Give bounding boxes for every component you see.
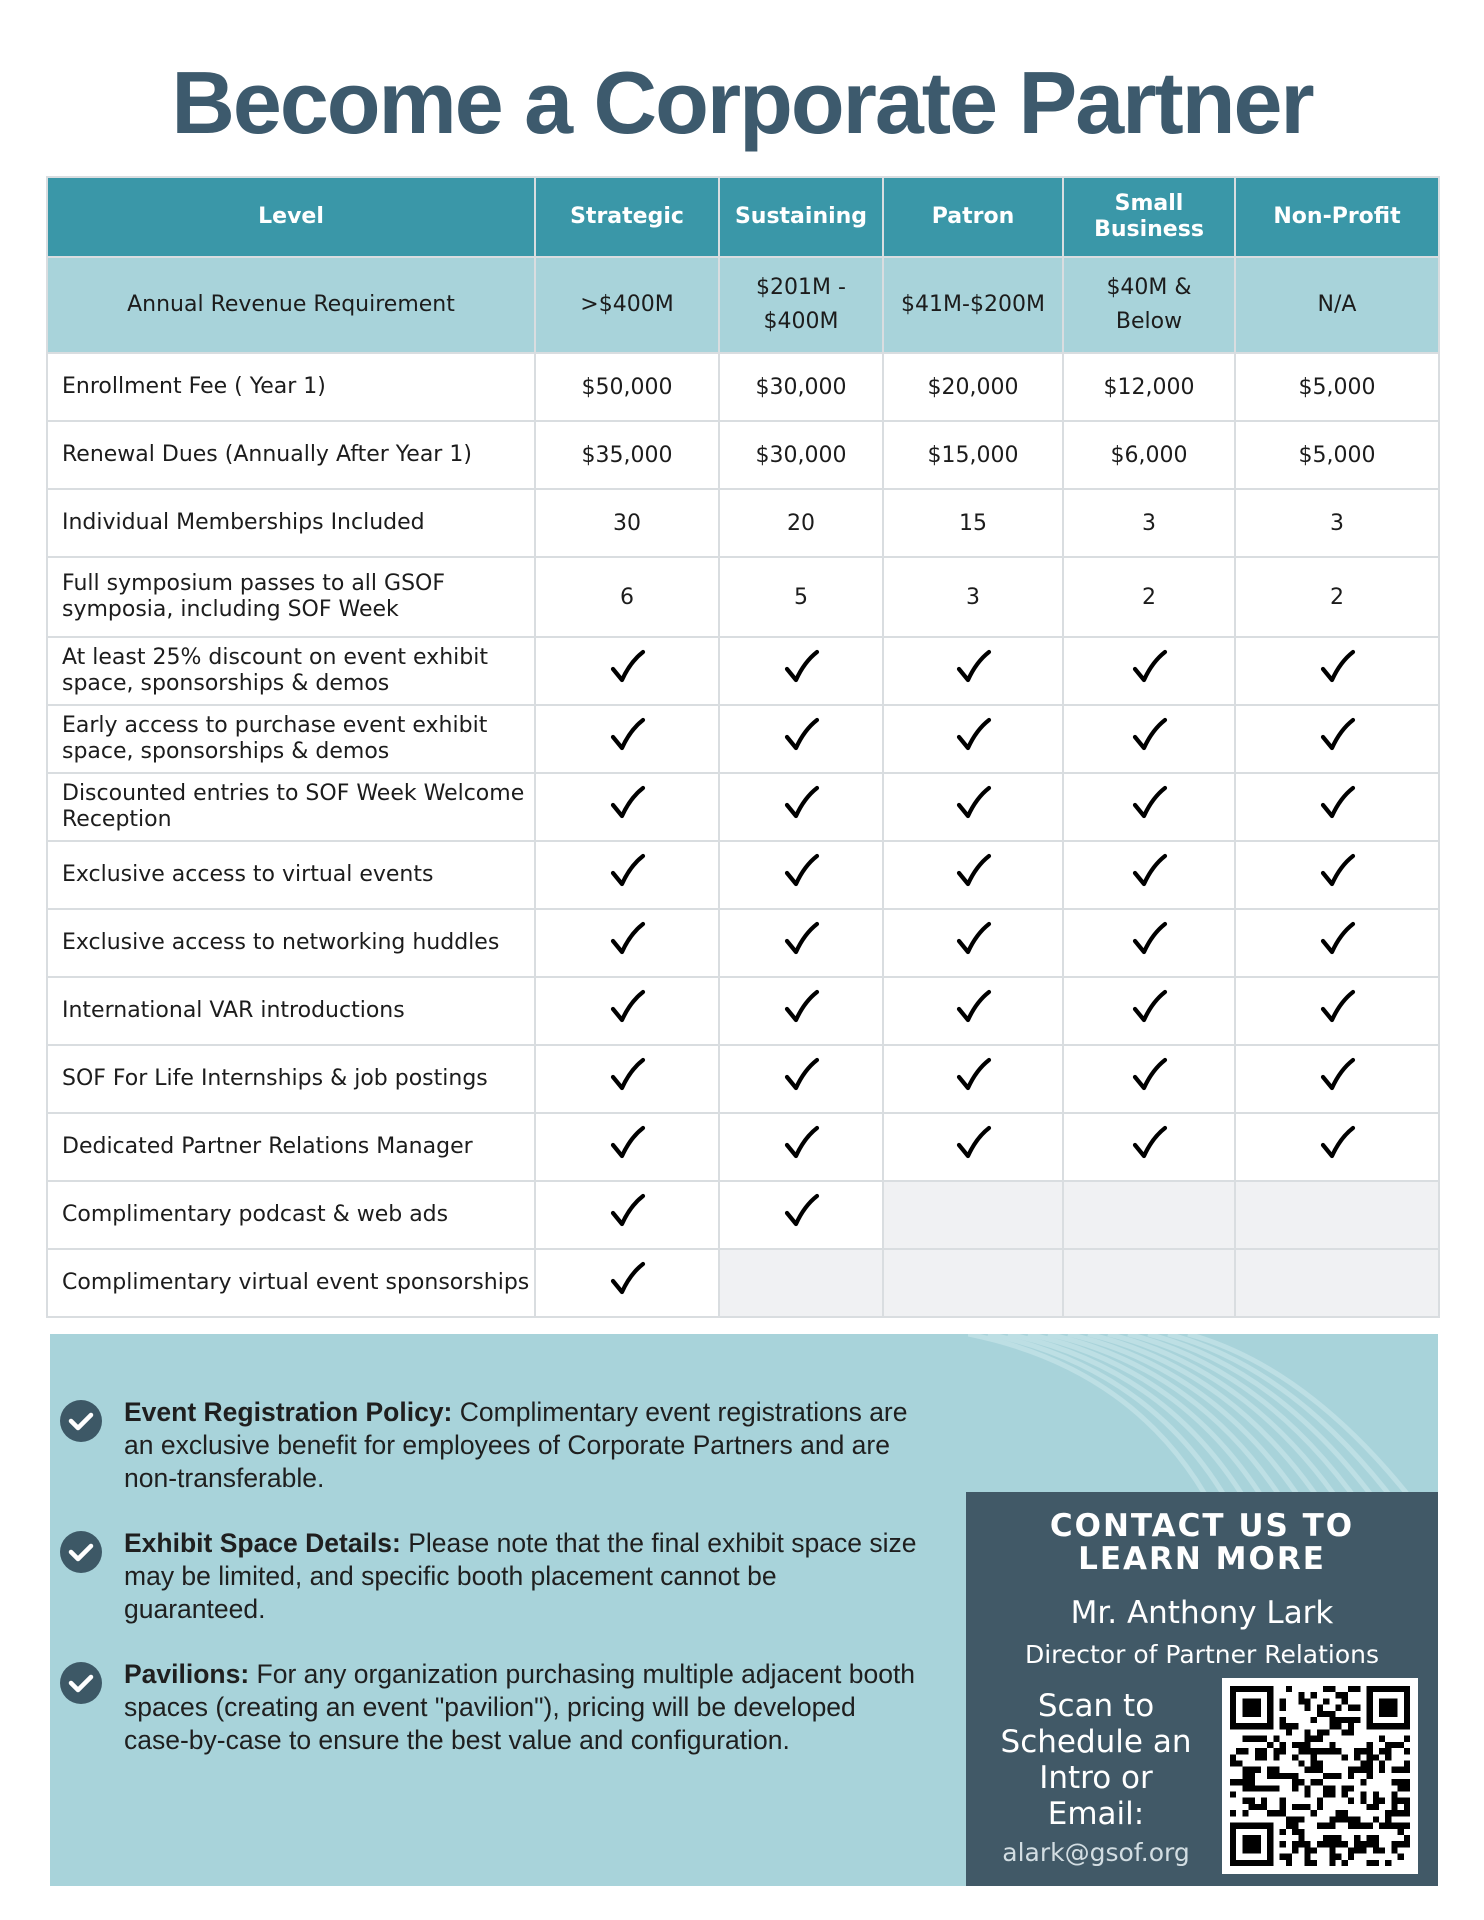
checkmark-icon xyxy=(607,989,647,1027)
table-cell xyxy=(535,841,719,909)
checkmark-icon xyxy=(781,1193,821,1231)
checkmark-icon xyxy=(953,853,993,891)
table-cell xyxy=(1063,705,1235,773)
check-circle-icon xyxy=(60,1662,102,1704)
table-cell-empty xyxy=(883,1181,1063,1249)
column-header: Non-Profit xyxy=(1235,177,1439,257)
contact-email-link[interactable]: alark@gsof.org xyxy=(1002,1838,1190,1867)
policy-text xyxy=(124,1396,924,1495)
table-cell: N/A xyxy=(1235,257,1439,353)
row-label: International VAR introductions xyxy=(47,977,535,1045)
checkmark-icon xyxy=(607,1057,647,1095)
row-label: Complimentary virtual event sponsorships xyxy=(47,1249,535,1317)
table-cell xyxy=(883,977,1063,1045)
column-header: Patron xyxy=(883,177,1063,257)
table-cell xyxy=(719,977,883,1045)
scan-line: Scan to xyxy=(1037,1688,1155,1724)
table-cell xyxy=(535,977,719,1045)
contact-role: Director of Partner Relations xyxy=(1024,1640,1380,1669)
table-cell: $5,000 xyxy=(1235,353,1439,421)
table-row xyxy=(47,1181,1439,1249)
table-cell-empty xyxy=(1063,1249,1235,1317)
check-circle-icon xyxy=(60,1400,102,1442)
table-cell: >$400M xyxy=(535,257,719,353)
table-cell xyxy=(535,909,719,977)
checkmark-icon xyxy=(953,921,993,959)
checkmark-icon xyxy=(1129,649,1169,687)
table-cell xyxy=(719,1181,883,1249)
column-header: Strategic xyxy=(535,177,719,257)
table-cell: 20 xyxy=(719,489,883,557)
table-cell xyxy=(1235,841,1439,909)
checkmark-icon xyxy=(607,649,647,687)
row-label: Early access to purchase event exhibit space, sponsorships & demos xyxy=(47,705,535,773)
checkmark-icon xyxy=(781,1057,821,1095)
table-row xyxy=(47,1045,1439,1113)
table-cell xyxy=(719,909,883,977)
checkmark-icon xyxy=(1317,1057,1357,1095)
table-cell: $30,000 xyxy=(719,353,883,421)
table-cell xyxy=(535,1181,719,1249)
checkmark-icon xyxy=(1317,717,1357,755)
table-cell xyxy=(1235,637,1439,705)
checkmark-icon xyxy=(1129,1057,1169,1095)
table-cell: 2 xyxy=(1063,557,1235,637)
table-row xyxy=(47,1249,1439,1317)
row-label: Exclusive access to virtual events xyxy=(47,841,535,909)
table-cell xyxy=(535,637,719,705)
table-cell: $40M & Below xyxy=(1063,257,1235,353)
table-cell xyxy=(535,1045,719,1113)
checkmark-icon xyxy=(1317,1125,1357,1163)
checkmark-icon xyxy=(781,649,821,687)
table-cell: $5,000 xyxy=(1235,421,1439,489)
checkmark-icon xyxy=(1317,989,1357,1027)
table-row xyxy=(47,353,1439,421)
contact-name: Mr. Anthony Lark xyxy=(1070,1595,1334,1631)
checkmark-icon xyxy=(1129,853,1169,891)
checkmark-icon xyxy=(607,785,647,823)
checkmark-icon xyxy=(1317,921,1357,959)
table-cell-empty xyxy=(1235,1181,1439,1249)
table-cell xyxy=(1063,773,1235,841)
checkmark-icon xyxy=(781,717,821,755)
table-cell xyxy=(1063,841,1235,909)
checkmark-icon xyxy=(1317,785,1357,823)
row-label: Annual Revenue Requirement xyxy=(47,257,535,353)
table-cell: $201M - $400M xyxy=(719,257,883,353)
table-cell xyxy=(1063,1113,1235,1181)
policy-title: Event Registration Policy: xyxy=(124,1397,453,1427)
row-label: Enrollment Fee ( Year 1) xyxy=(47,353,535,421)
column-header: Level xyxy=(47,177,535,257)
table-cell xyxy=(719,773,883,841)
table-cell: $41M-$200M xyxy=(883,257,1063,353)
policy-body: Please note that the final exhibit space size may be limited, and specific booth placement cannot be guaranteed. xyxy=(124,1528,917,1624)
table-row xyxy=(47,841,1439,909)
checkmark-icon xyxy=(607,1125,647,1163)
checkmark-icon xyxy=(1317,649,1357,687)
checkmark-icon xyxy=(781,853,821,891)
policy-title: Exhibit Space Details: xyxy=(124,1528,401,1558)
table-cell-empty xyxy=(1235,1249,1439,1317)
row-label: Individual Memberships Included xyxy=(47,489,535,557)
table-row xyxy=(47,977,1439,1045)
checkmark-icon xyxy=(953,785,993,823)
partnership-levels-table xyxy=(46,176,1440,1318)
checkmark-icon xyxy=(781,1125,821,1163)
table-cell: 3 xyxy=(1063,489,1235,557)
table-cell xyxy=(1063,909,1235,977)
table-cell: 6 xyxy=(535,557,719,637)
table-row xyxy=(47,257,1439,353)
table-row xyxy=(47,557,1439,637)
table-row xyxy=(47,489,1439,557)
table-cell xyxy=(1063,1045,1235,1113)
column-header: Small Business xyxy=(1063,177,1235,257)
table-cell xyxy=(1235,1113,1439,1181)
table-cell xyxy=(535,705,719,773)
checkmark-icon xyxy=(607,853,647,891)
checkmark-icon xyxy=(1129,785,1169,823)
table-cell: 30 xyxy=(535,489,719,557)
table-cell xyxy=(1235,705,1439,773)
table-row xyxy=(47,705,1439,773)
scan-line: Intro or xyxy=(1039,1760,1153,1796)
table-cell xyxy=(883,705,1063,773)
checkmark-icon xyxy=(1129,989,1169,1027)
qr-code[interactable] xyxy=(1222,1678,1418,1874)
table-cell xyxy=(1235,909,1439,977)
table-cell: $15,000 xyxy=(883,421,1063,489)
table-cell xyxy=(883,841,1063,909)
contact-box xyxy=(966,1492,1438,1886)
row-label: At least 25% discount on event exhibit space, sponsorships & demos xyxy=(47,637,535,705)
policy-body: For any organization purchasing multiple adjacent booth spaces (creating an event "pavilion"), pricing will be developed case-by-case to ensure the best value and configuration. xyxy=(124,1659,916,1755)
contact-heading xyxy=(966,1510,1438,1576)
checkmark-icon xyxy=(607,1193,647,1231)
checkmark-icon xyxy=(1317,853,1357,891)
table-cell: 2 xyxy=(1235,557,1439,637)
checkmark-icon xyxy=(607,921,647,959)
row-label: Full symposium passes to all GSOF symposia, including SOF Week xyxy=(47,557,535,637)
scan-line: Email: xyxy=(1047,1796,1145,1832)
table-cell xyxy=(883,773,1063,841)
checkmark-icon xyxy=(1129,921,1169,959)
table-cell xyxy=(719,1113,883,1181)
table-cell xyxy=(535,773,719,841)
table-row xyxy=(47,909,1439,977)
table-cell xyxy=(1063,637,1235,705)
checkmark-icon xyxy=(607,1261,647,1299)
contact-heading-line: LEARN MORE xyxy=(1078,1541,1326,1577)
table-cell-empty xyxy=(1063,1181,1235,1249)
checkmark-icon xyxy=(1129,717,1169,755)
table-cell: $12,000 xyxy=(1063,353,1235,421)
checkmark-icon xyxy=(781,921,821,959)
table-header-row xyxy=(47,177,1439,257)
table-row xyxy=(47,637,1439,705)
policy-text xyxy=(124,1658,924,1757)
checkmark-icon xyxy=(953,649,993,687)
table-row xyxy=(47,1113,1439,1181)
checkmark-icon xyxy=(781,989,821,1027)
table-cell: 5 xyxy=(719,557,883,637)
table-cell xyxy=(883,637,1063,705)
policy-title: Pavilions: xyxy=(124,1659,250,1689)
scan-instructions xyxy=(966,1688,1226,1832)
column-header: Sustaining xyxy=(719,177,883,257)
checkmark-icon xyxy=(607,717,647,755)
table-cell: 15 xyxy=(883,489,1063,557)
row-label: Exclusive access to networking huddles xyxy=(47,909,535,977)
table-cell: $20,000 xyxy=(883,353,1063,421)
checkmark-icon xyxy=(953,989,993,1027)
table-cell xyxy=(535,1113,719,1181)
row-label: Complimentary podcast & web ads xyxy=(47,1181,535,1249)
table-cell: 3 xyxy=(1235,489,1439,557)
table-row xyxy=(47,773,1439,841)
checkmark-icon xyxy=(1129,1125,1169,1163)
row-label: Dedicated Partner Relations Manager xyxy=(47,1113,535,1181)
table-cell xyxy=(1235,977,1439,1045)
row-label: SOF For Life Internships & job postings xyxy=(47,1045,535,1113)
table-cell xyxy=(719,1045,883,1113)
table-cell-empty xyxy=(883,1249,1063,1317)
table-cell: $50,000 xyxy=(535,353,719,421)
table-cell xyxy=(1063,977,1235,1045)
contact-heading-line: CONTACT US TO xyxy=(1049,1508,1355,1544)
table-cell-empty xyxy=(719,1249,883,1317)
scan-line: Schedule an xyxy=(1000,1724,1192,1760)
row-label: Discounted entries to SOF Week Welcome Reception xyxy=(47,773,535,841)
row-label: Renewal Dues (Annually After Year 1) xyxy=(47,421,535,489)
policy-text xyxy=(124,1527,924,1626)
table-cell: $35,000 xyxy=(535,421,719,489)
table-cell: $6,000 xyxy=(1063,421,1235,489)
table-cell xyxy=(719,637,883,705)
checkmark-icon xyxy=(781,785,821,823)
page-title: Become a Corporate Partner xyxy=(171,53,1313,152)
check-circle-icon xyxy=(60,1531,102,1573)
checkmark-icon xyxy=(953,717,993,755)
policy-body: Complimentary event registrations are an exclusive benefit for employees of Corporate Partners and are non-transferable. xyxy=(124,1397,908,1493)
table-cell xyxy=(1235,773,1439,841)
table-cell xyxy=(883,909,1063,977)
table-cell: 3 xyxy=(883,557,1063,637)
table-cell xyxy=(719,705,883,773)
table-cell: $30,000 xyxy=(719,421,883,489)
table-cell xyxy=(535,1249,719,1317)
table-row xyxy=(47,421,1439,489)
checkmark-icon xyxy=(953,1057,993,1095)
table-cell xyxy=(719,841,883,909)
checkmark-icon xyxy=(953,1125,993,1163)
table-cell xyxy=(883,1113,1063,1181)
table-cell xyxy=(883,1045,1063,1113)
table-cell xyxy=(1235,1045,1439,1113)
